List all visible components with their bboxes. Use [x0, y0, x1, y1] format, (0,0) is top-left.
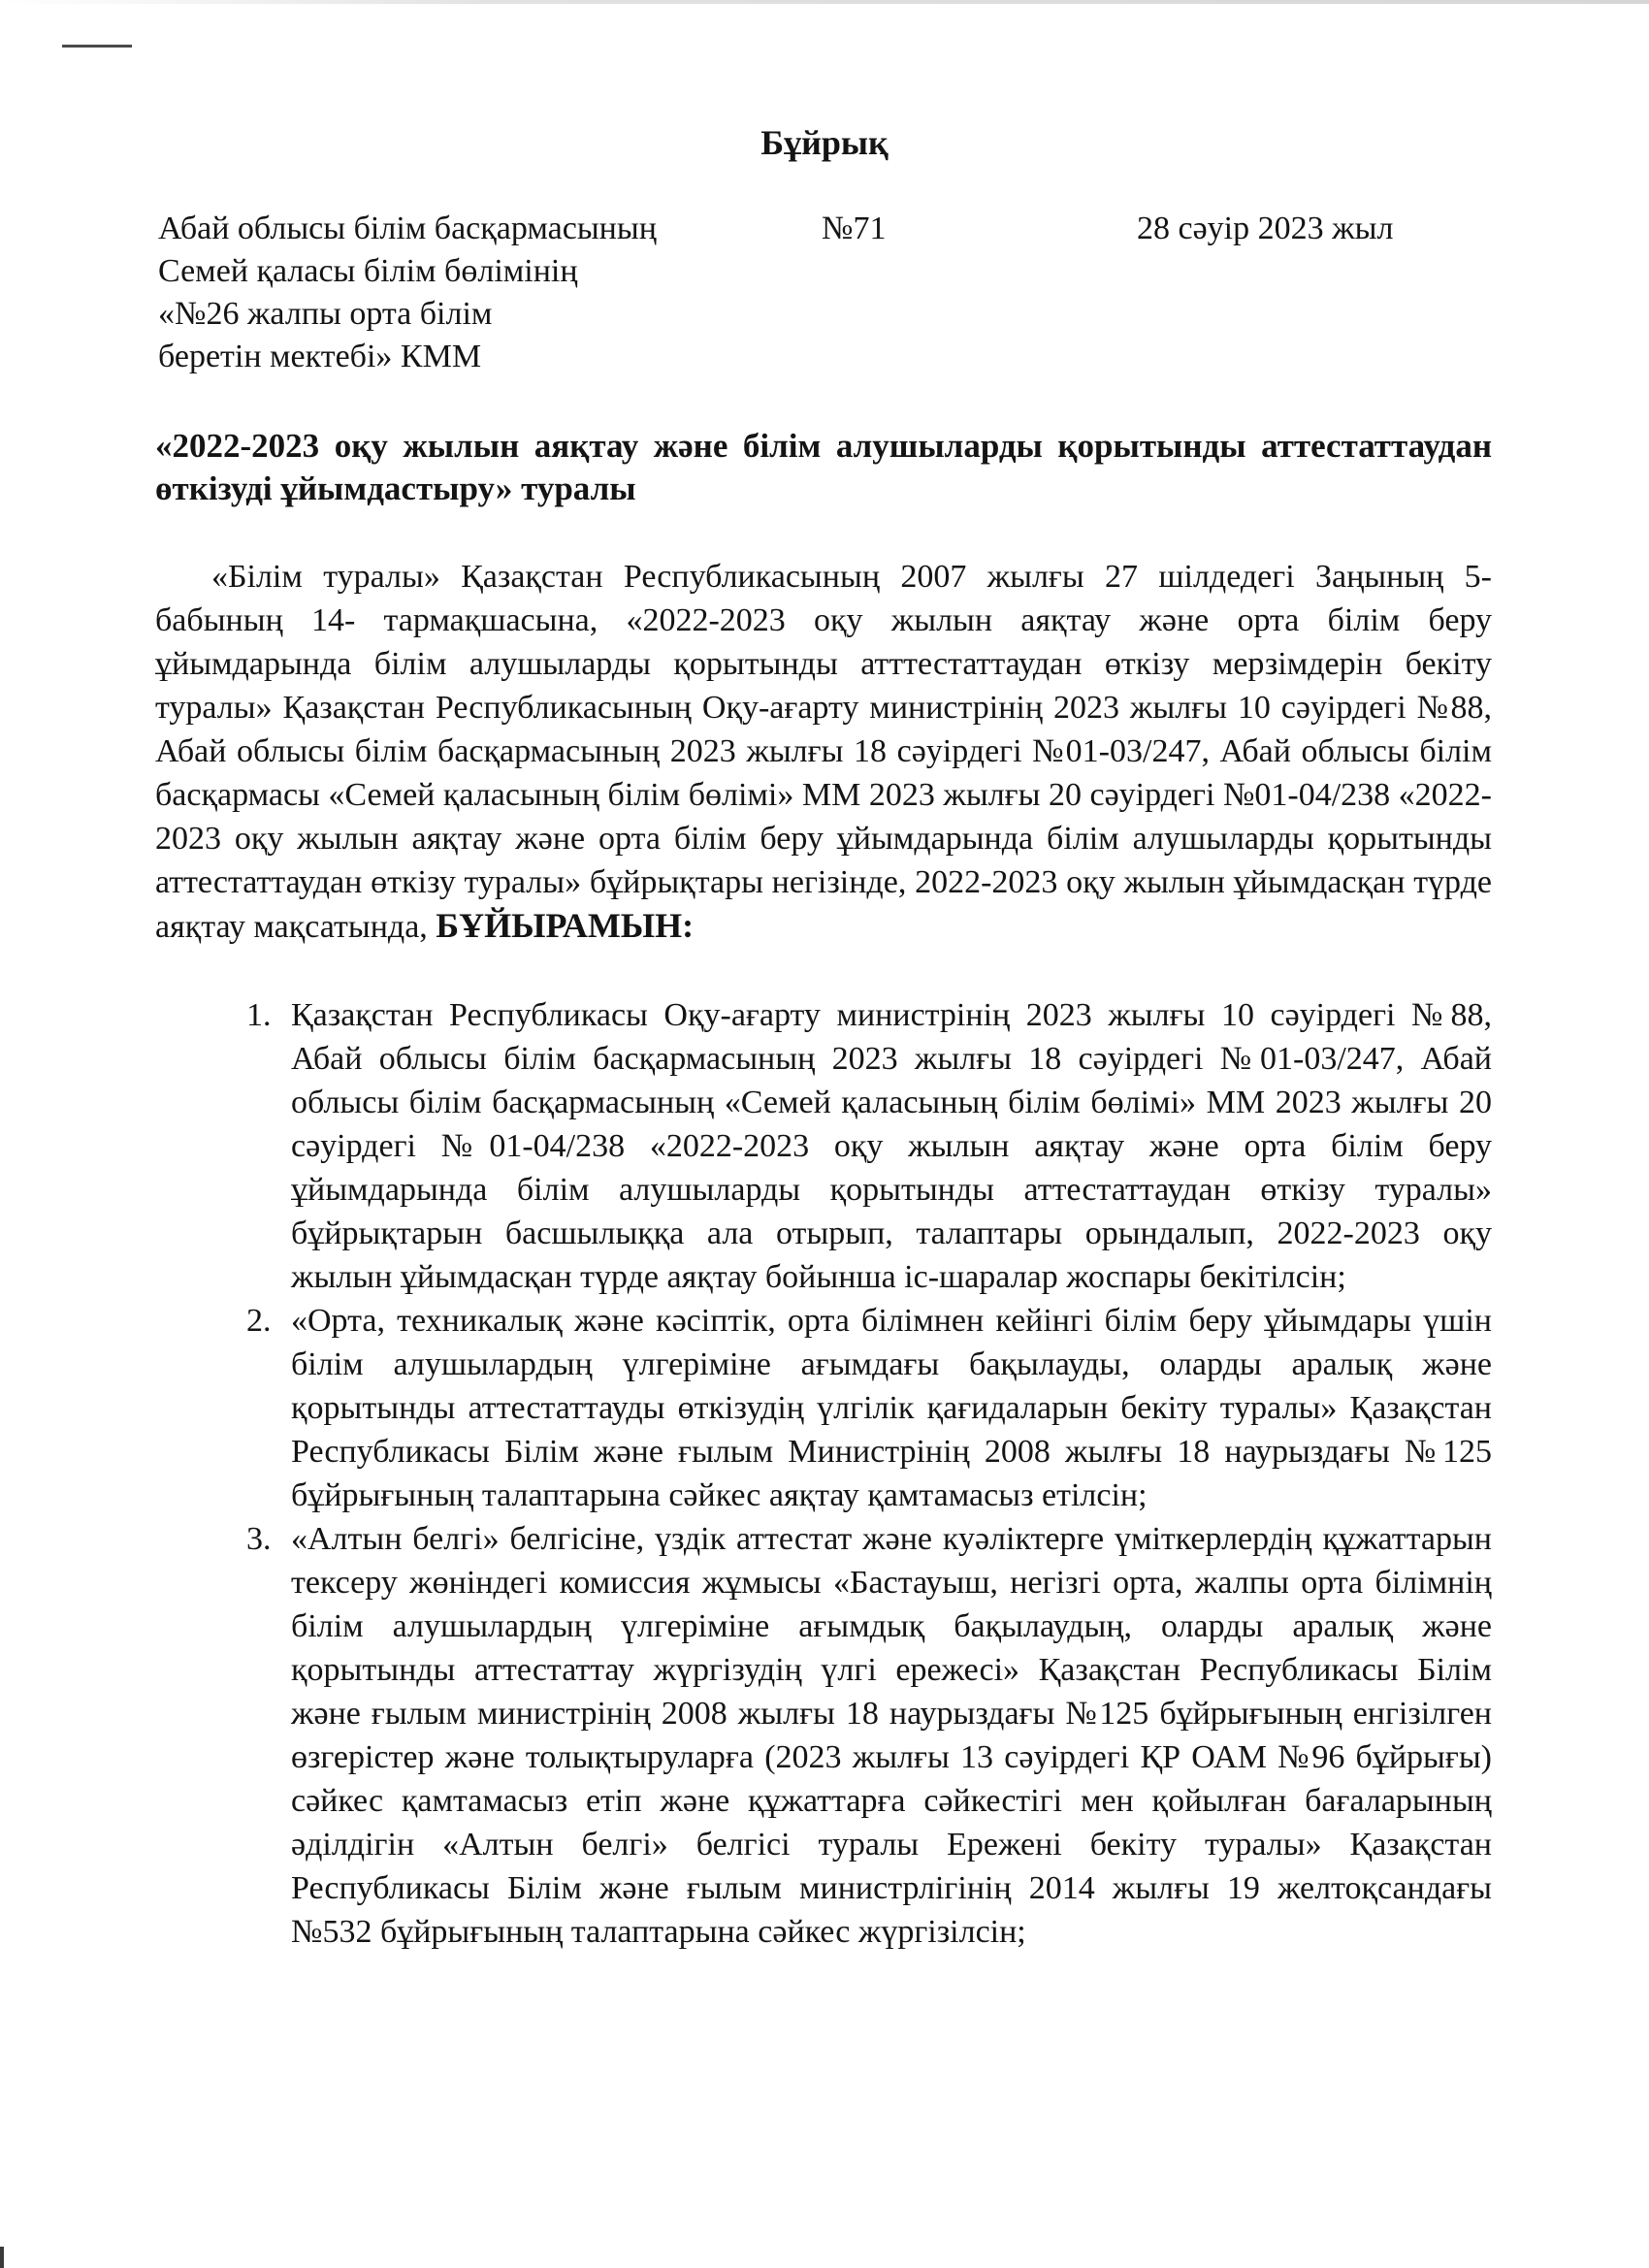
order-items-list: [246, 993, 1492, 1954]
order-item: [246, 1299, 1492, 1517]
order-item-number: 2.: [246, 1303, 272, 1339]
organization-line: Абай облысы білім басқармасының: [158, 211, 657, 246]
scan-top-edge: [0, 0, 1649, 4]
document-title: Бұйрық: [760, 123, 889, 162]
order-item-text: Қазақстан Республикасы Оқу-ағарту министрінің 2023 жылғы 10 сәуірдегі №88, Абай облысы білім басқармасының 2023 жылғы 18 сәуірдегі №01-03/247, Абай облысы білім басқармасының «Семей қаласының білім бөлімі» ММ 2023 жылғы 20 сәуірдегі №01-04/238 «2022-2023 оқу жылын аяқтау және орта білім беру ұйымдарында білім алушыларды қорытынды аттестаттаудан өткізу туралы» бұйрықтарын басшылыққа ала отырып, талаптары орындалып, 2022-2023 оқу жылын ұйымдасқан түрде аяқтау бойынша іс-шаралар жоспары бекітілсін;: [291, 997, 1492, 1295]
order-item-number: 3.: [246, 1521, 272, 1557]
order-subject: «2022-2023 оқу жылын аяқтау және білім алушыларды қорытынды аттестаттаудан өткізуді ұйымдастыру» туралы: [155, 427, 1492, 507]
organization-line: беретін мектебі» КММ: [158, 339, 482, 374]
preamble-text: «Білім туралы» Қазақстан Республикасының 2007 жылғы 27 шілдедегі Заңының 5-бабының 14- тармақшасына, «2022-2023 оқу жылын аяқтау және орта білім беру ұйымдарында білім алушыларды қорытынды атттестаттаудан өткізу мерзімдерін бекіту туралы» Қазақстан Республикасының Оқу-ағарту министрінің 2023 жылғы 10 сәуірдегі №88, Абай облысы білім басқармасының 2023 жылғы 18 сәуірдегі №01-03/247, Абай облысы білім басқармасы «Семей қаласының білім бөлімі» ММ 2023 жылғы 20 сәуірдегі №01-04/238 «2022-2023 оқу жылын аяқтау және орта білім беру ұйымдарында білім алушыларды қорытынды аттестаттаудан өткізу туралы» бұйрықтары негізінде, 2022-2023 оқу жылын ұйымдасқан түрде аяқтау мақсатында,: [155, 559, 1492, 945]
organization-line: Семей қаласы білім бөлімінің: [158, 253, 578, 289]
order-item-text: «Орта, техникалық және кәсіптік, орта білімнен кейінгі білім беру ұйымдары үшін білім алушылардың үлгеріміне ағымдағы бақылауды, оларды аралық және қорытынды аттестаттауды өткізудің үлгілік қағидаларын бекіту туралы» Қазақстан Республикасы Білім және ғылым Министрінің 2008 жылғы 18 наурыздағы №125 бұйрығының талаптарына сәйкес аяқтау қамтамасыз етілсін;: [291, 1303, 1492, 1513]
order-item: [246, 993, 1492, 1299]
order-date: 28 сәуір 2023 жыл: [1137, 211, 1394, 246]
organization-line: «№26 жалпы орта білім: [158, 296, 493, 332]
order-number: №71: [822, 211, 887, 246]
preamble-paragraph: [155, 555, 1492, 949]
order-item: [246, 1517, 1492, 1954]
scan-dash-mark: [62, 45, 132, 48]
scan-bottom-mark: [0, 2247, 4, 2268]
order-item-number: 1.: [246, 997, 272, 1033]
order-item-text: «Алтын белгі» белгісіне, үздік аттестат және куәліктерге үміткерлердің құжаттарын тексеру жөніндегі комиссия жұмысы «Бастауыш, негізгі орта, жалпы орта білімнің білім алушылардың үлгеріміне ағымдық бақылаудың, оларды аралық және қорытынды аттестаттау жүргізудің үлгі ережесі» Қазақстан Республикасы Білім және ғылым министрінің 2008 жылғы 18 наурыздағы №125 бұйрығының енгізілген өзгерістер және толықтыруларға (2023 жылғы 13 сәуірдегі ҚР ОАМ №96 бұйрығы) сәйкес қамтамасыз етіп және құжаттарға сәйкестігі мен қойылған бағаларының әділдігін «Алтын белгі» белгісі туралы Ережені бекіту туралы» Қазақстан Республикасы Білім және ғылым министрлігінің 2014 жылғы 19 желтоқсандағы №532 бұйрығының талаптарына сәйкес жүргізілсін;: [291, 1521, 1492, 1950]
organization-block: [158, 208, 740, 378]
decree-word: БҰЙЫРАМЫН:: [436, 906, 695, 945]
